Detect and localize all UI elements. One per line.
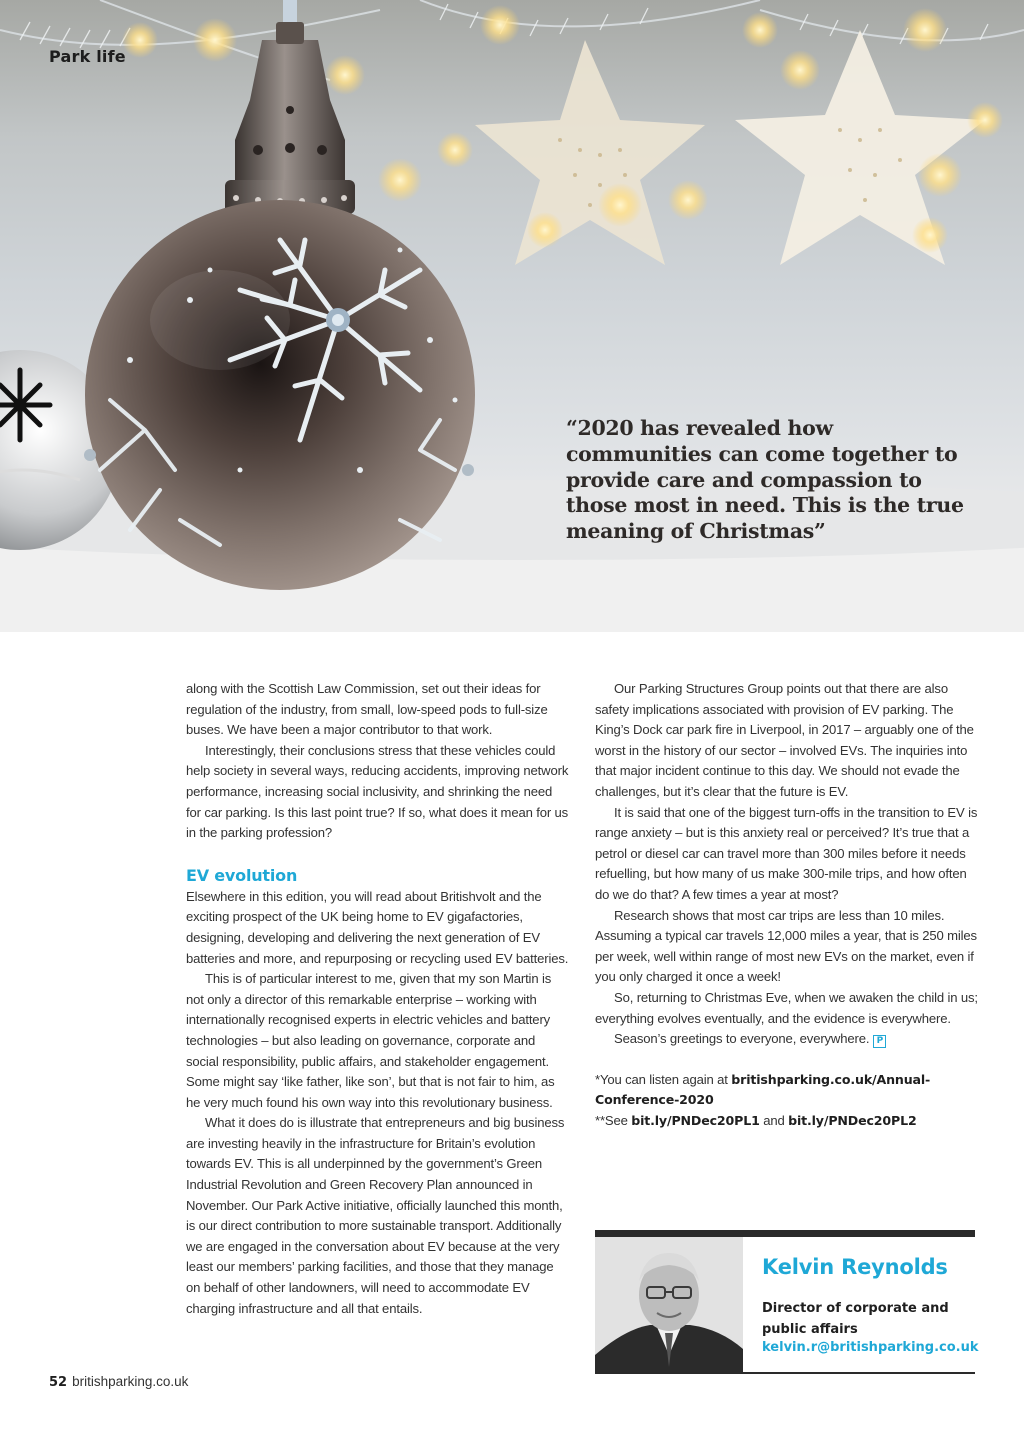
footnote-link[interactable]: bit.ly/PNDec20PL1 [631, 1112, 760, 1128]
body-paragraph: What it does do is illustrate that entrepreneurs and big business are investing heavily in the infrastructure for Britain’s evolution towards EV. This is all underpinned by the government’s Green Industrial Revolution and Green Recovery Plan announced in November. Our Park Active initiative, officially launched this month, is our direct contribution to more sustainable transport. Additionally we are engaged in the conversation about EV because at the very least our members’ parking facilities, and those that they manage on behalf of other landowners, will need to accommodate EV charging infrastructure and all that entails. [186, 1115, 565, 1316]
footnote-prefix: **See [595, 1112, 632, 1128]
page-footer [49, 1374, 188, 1390]
author-photo [595, 1237, 743, 1372]
closing-text: Season’s greetings to everyone, everywhere. [614, 1031, 870, 1047]
author-email-link[interactable]: kelvin.r@britishparking.co.uk [762, 1340, 979, 1355]
footnote-and: and [759, 1112, 789, 1128]
body-paragraph: Research shows that most car trips are less than 10 miles. Assuming a typical car travels 12,000 miles a year, that is 250 miles per week, well within range of most new EVs on the market, even if you only charged it once a week! [595, 907, 977, 985]
body-paragraph: Our Parking Structures Group points out that there are also safety implications associated with provision of EV parking. The King’s Dock car park fire in Liverpool, in 2017 – arguably one of the worst in the history of our sector – involved EVs. The inquiries into that major incident continue to this day. We should not evade the challenges, but it’s clear that the future is EV. [595, 681, 974, 799]
body-paragraph: So, returning to Christmas Eve, when we awaken the child in us; everything evolves eventually, and the evidence is everywhere. [595, 989, 978, 1026]
footnote-link[interactable]: bit.ly/PNDec20PL2 [788, 1112, 917, 1128]
closing-paragraph [595, 1029, 979, 1050]
footnotes [595, 1070, 979, 1132]
body-paragraph: Elsewhere in this edition, you will read about Britishvolt and the exciting prospect of the UK being home to EV gigafactories, designing, developing and delivering the next generation of EV batteries and more, and repurposing or recycling used EV batteries. [186, 888, 569, 966]
body-paragraph: Interestingly, their conclusions stress that these vehicles could help society in several ways, reducing accidents, improving network performance, increasing social inclusivity, and shrinking the need for car parking. Is this last point true? If so, what does it mean for us in the parking profession? [186, 742, 569, 841]
footnote-2 [595, 1111, 979, 1132]
section-subheading: EV evolution [186, 865, 298, 885]
body-paragraph: along with the Scottish Law Commission, set out their ideas for regulation of the industry, from small, low-speed pods to full-size buses. We have been a major contributor to that work. [186, 681, 548, 738]
footnote-link[interactable]: britishparking.co.uk/Annual-Conference-2020 [595, 1071, 931, 1108]
footnote-1 [595, 1070, 979, 1111]
author-name: Kelvin Reynolds [762, 1255, 948, 1279]
page-number: 52 [49, 1375, 68, 1390]
hero-image [0, 0, 1024, 632]
pull-quote: “2020 has revealed how communities can come together to provide care and compassion to those most in need. This is the true meaning of Christmas” [566, 416, 964, 544]
footer-site: britishparking.co.uk [72, 1374, 189, 1389]
footnote-prefix: *You can listen again at [595, 1071, 732, 1087]
author-portrait [595, 1237, 743, 1372]
author-role: Director of corporate and public affairs [762, 1301, 949, 1337]
section-label: Park life [49, 47, 126, 66]
author-box [595, 1230, 979, 1374]
end-of-article-icon: P [873, 1035, 886, 1048]
body-paragraph: This is of particular interest to me, given that my son Martin is not only a director of this remarkable enterprise – working with internationally recognised experts in electric vehicles and battery technologies – but also leading on governance, corporate and social responsibility, public affairs, and stakeholder engagement. Some might say ‘like father, like son’, but that is not fair to him, as he very much found his own way into this revolutionary business. [186, 971, 555, 1110]
article-column-right [595, 679, 979, 1131]
body-paragraph: It is said that one of the biggest turn-offs in the transition to EV is range anxiety – but is this anxiety real or perceived? It’s true that a petrol or diesel car can travel more than 300 miles before it needs refuelling, but how many of us make 300-mile trips, and how often do we do that? A few times a year at most? [595, 804, 978, 902]
article-column-left [186, 679, 570, 1319]
